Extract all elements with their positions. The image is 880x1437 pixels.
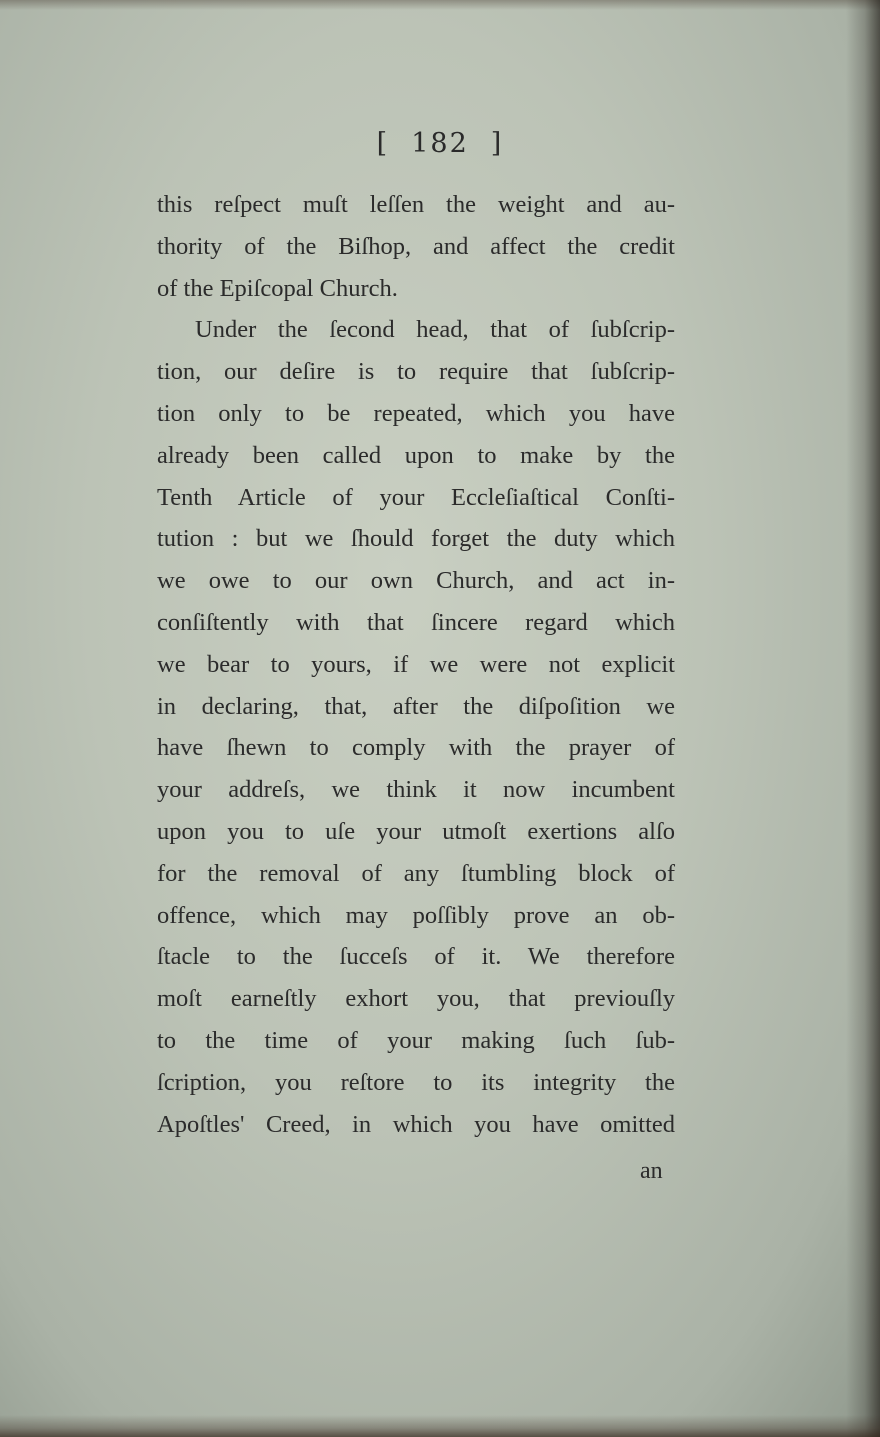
- text-line: offence, which may poſſibly prove an ob-: [157, 901, 675, 929]
- text-line: thority of the Biſhop, and affect the credit: [157, 232, 675, 260]
- page-bottom-edge: [0, 1415, 880, 1437]
- text-line: to the time of your making ſuch ſub-: [157, 1026, 675, 1054]
- text-line: for the removal of any ſtumbling block of: [157, 859, 675, 887]
- text-line: this reſpect muſt leſſen the weight and au-: [157, 191, 675, 218]
- text-line: have ſhewn to comply with the prayer of: [157, 734, 675, 762]
- page-top-edge: [0, 0, 880, 10]
- body-text: [157, 184, 675, 1145]
- text-line: Tenth Article of your Eccleſiaſtical Conſti-: [157, 483, 675, 511]
- page-header: [0, 128, 880, 159]
- text-line: your addreſs, we think it now incumbent: [157, 776, 675, 804]
- text-line: we owe to our own Church, and act in-: [157, 567, 675, 595]
- text-line: moſt earneſtly exhort you, that previouſly: [157, 985, 675, 1013]
- text-line: of the Epiſcopal Church.: [157, 274, 398, 302]
- bracket-close: ]: [490, 128, 504, 159]
- page-right-edge: [846, 0, 880, 1437]
- text-line: already been called upon to make by the: [157, 441, 675, 469]
- bracket-open: [: [376, 128, 390, 159]
- text-line: in declaring, that, after the diſpoſition we: [157, 692, 675, 720]
- text-line: tution : but we ſhould forget the duty which: [157, 525, 675, 553]
- text-line: we bear to yours, if we were not explicit: [157, 650, 675, 678]
- text-line: tion, our deſire is to require that ſubſcrip-: [157, 358, 675, 386]
- text-line: upon you to uſe your utmoſt exertions alſo: [157, 817, 675, 845]
- text-line: Apoſtles' Creed, in which you have omitted: [157, 1110, 675, 1138]
- catchword: an: [640, 1158, 663, 1184]
- text-line: conſiſtently with that ſincere regard which: [157, 608, 675, 636]
- text-line: tion only to be repeated, which you have: [157, 399, 675, 427]
- page-number: 182: [411, 128, 469, 159]
- text-line: ſtacle to the ſucceſs of it. We therefore: [157, 943, 675, 971]
- text-line: ſcription, you reſtore to its integrity the: [157, 1068, 675, 1096]
- text-line: Under the ſecond head, that of ſubſcrip-: [195, 316, 675, 344]
